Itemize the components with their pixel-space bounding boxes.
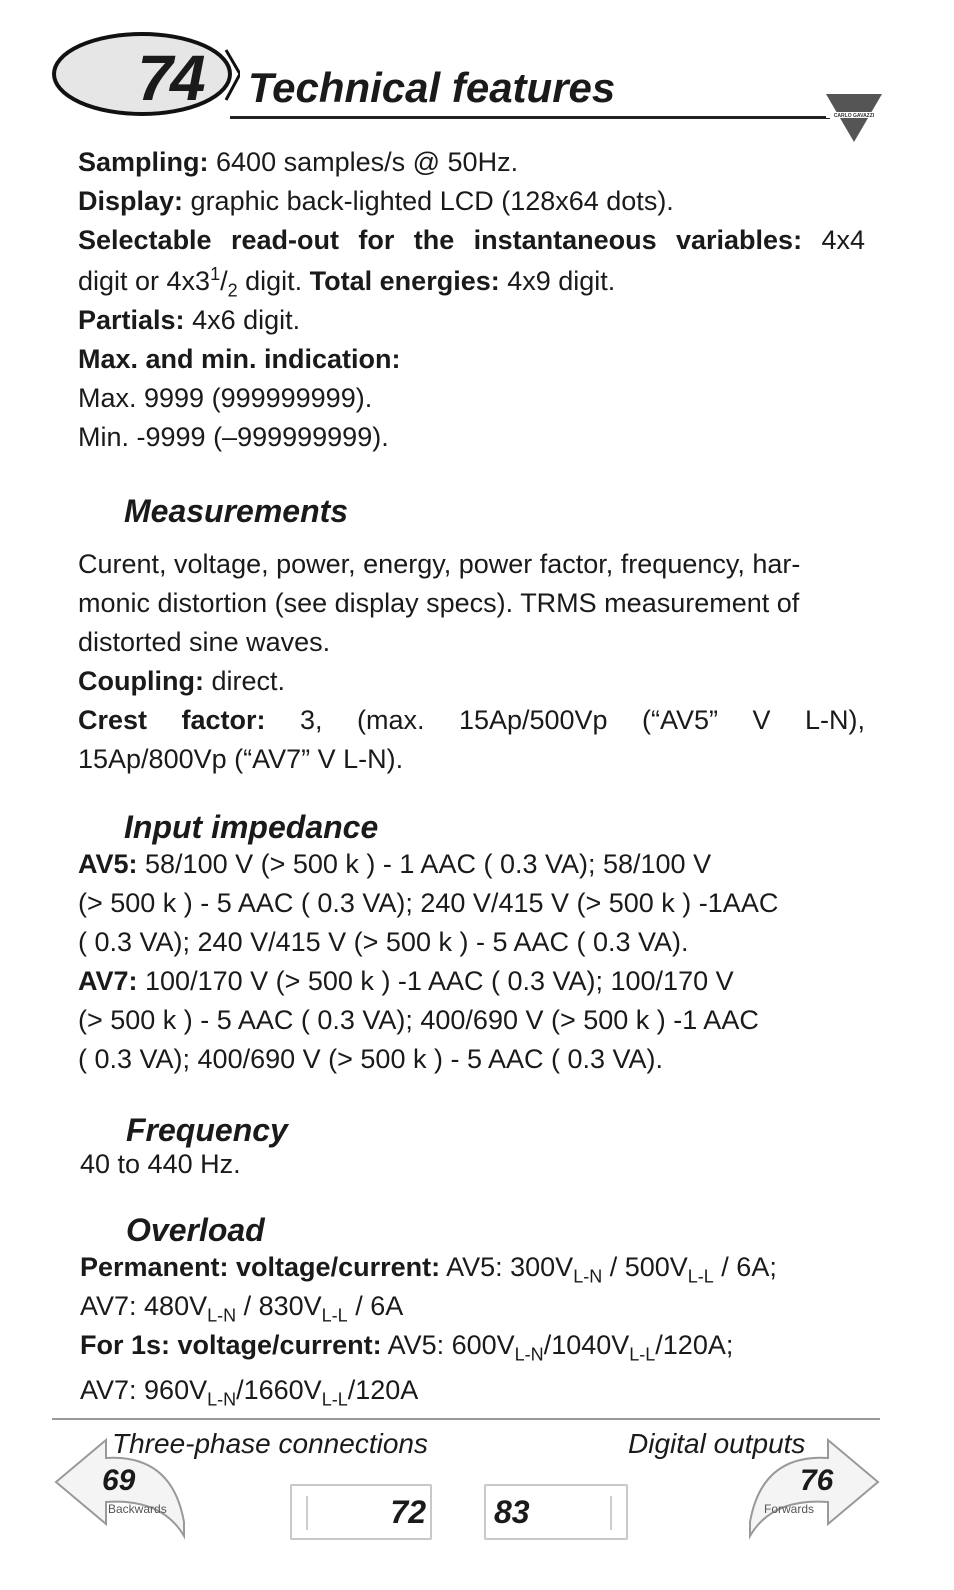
section-end-page: 83 [494, 1494, 530, 1530]
readout-label: Selectable read-out for the instantaneous variables: [78, 225, 803, 255]
frequency-value: 40 to 440 Hz. [80, 1149, 241, 1179]
partials-row [78, 301, 865, 340]
display-row [78, 182, 865, 221]
s1-av5-sub-ln: L-N [514, 1344, 544, 1365]
readout-cont: digit or 4x3 [78, 266, 211, 296]
section-end-button[interactable] [484, 1484, 628, 1540]
measurements-line1: Curent, voltage, power, energy, power factor, frequency, har- [78, 549, 801, 579]
perm-av5-sub-ln: L-N [573, 1266, 603, 1287]
crest-label: Crest factor: [78, 705, 266, 735]
min-value: Min. -9999 (–999999999). [78, 422, 389, 452]
readout-value: 4x4 [802, 225, 865, 255]
s1-av7-mid: /1660V [236, 1375, 322, 1405]
measurements-line3: distorted sine waves. [78, 627, 331, 657]
s1-av7-end: /120A [347, 1375, 419, 1405]
technical-features-content [78, 143, 865, 1410]
measurements-line2: monic distortion (see display specs). TRMS measurement of [78, 588, 800, 618]
perm-av5-sub-ll: L-L [687, 1266, 714, 1287]
total-energies-label: Total energies: [309, 266, 500, 296]
av5-label: AV5: [78, 849, 138, 879]
crest-row [78, 701, 865, 740]
perm-av7-sub-ln: L-N [207, 1305, 237, 1326]
sampling-value: 6400 samples/s @ 50Hz. [208, 147, 519, 177]
maxmin-label: Max. and min. indication: [78, 344, 401, 374]
logo-text: CARLO GAVAZZI [833, 113, 875, 119]
readout-row [78, 221, 865, 260]
coupling-value: direct. [203, 666, 285, 696]
for1s-row [80, 1326, 865, 1365]
av5-row [78, 845, 865, 884]
readout-sub: 2 [227, 280, 238, 301]
back-label: Backwards [108, 1502, 167, 1516]
display-value: graphic back-lighted LCD (128x64 dots). [183, 186, 674, 216]
s1-av7-sub-ll: L-L [321, 1389, 348, 1410]
backwards-button[interactable] [52, 1432, 192, 1542]
section-start-button[interactable] [290, 1484, 432, 1540]
permanent-row [80, 1248, 865, 1287]
range-tick-right [610, 1496, 612, 1530]
page-title: Technical features [248, 64, 616, 111]
readout-cont-row [78, 262, 865, 301]
maxmin-row [78, 340, 865, 379]
page-number: 74 [137, 42, 203, 114]
fwd-label: Forwards [764, 1502, 815, 1516]
av5-line3: ( 0.3 VA); 240 V/415 V (> 500 k ) - 5 AAC ( 0.3 VA). [78, 927, 689, 957]
for1s-av7-row [80, 1371, 865, 1410]
av7-line3: ( 0.3 VA); 400/690 V (> 500 k ) - 5 AAC ( 0.3 VA). [78, 1044, 664, 1074]
perm-av7-end: / 6A [347, 1291, 404, 1321]
perm-av7-mid: / 830V [236, 1291, 322, 1321]
measurements-heading: Measurements [124, 493, 349, 529]
section-start-page: 72 [390, 1494, 426, 1530]
for1s-label: For 1s: voltage/current: [80, 1330, 382, 1360]
perm-av7-sub-ll: L-L [321, 1305, 348, 1326]
readout-sup: 1 [210, 264, 221, 284]
header-divider [230, 116, 830, 119]
back-page-number: 69 [102, 1464, 136, 1497]
crest-value: 3, (max. 15Ap/500Vp (“AV5” V L-N), [299, 705, 865, 735]
max-value: Max. 9999 (999999999). [78, 383, 373, 413]
total-energies-value: 4x9 digit. [499, 266, 616, 296]
permanent-label: Permanent: voltage/current: [80, 1252, 441, 1282]
perm-av5-mid: / 500V [602, 1252, 688, 1282]
next-section-link[interactable]: Digital outputs [628, 1428, 806, 1459]
perm-av5: AV5: 300V [440, 1252, 574, 1282]
fwd-page-number: 76 [800, 1464, 834, 1497]
s1-av7: AV7: 960V [80, 1375, 208, 1405]
overload-heading: Overload [126, 1212, 265, 1248]
partials-value: 4x6 digit. [184, 305, 301, 335]
footer-divider [52, 1418, 880, 1420]
coupling-row [78, 662, 865, 701]
av5-line2: (> 500 k ) - 5 AAC ( 0.3 VA); 240 V/415 V (> 500 k ) -1AAC [78, 888, 779, 918]
readout-slash: / [220, 266, 228, 296]
s1-av5-mid: /1040V [543, 1330, 630, 1360]
prev-section-link[interactable]: Three-phase connections [112, 1428, 428, 1459]
coupling-label: Coupling: [78, 666, 204, 696]
s1-av5-end: /120A; [655, 1330, 734, 1360]
av7-line1: 100/170 V (> 500 k ) -1 AAC ( 0.3 VA); 100/170 V [137, 966, 734, 996]
frequency-heading: Frequency [126, 1112, 288, 1148]
display-label: Display: [78, 186, 184, 216]
s1-av5: AV5: 600V [381, 1330, 515, 1360]
crest-line2: 15Ap/800Vp (“AV7” V L-N). [78, 744, 404, 774]
av7-line2: (> 500 k ) - 5 AAC ( 0.3 VA); 400/690 V (> 500 k ) -1 AAC [78, 1005, 759, 1035]
forwards-button[interactable] [742, 1432, 882, 1542]
sampling-row [78, 143, 865, 182]
range-tick-left [306, 1496, 308, 1530]
perm-av5-end: / 6A; [713, 1252, 777, 1282]
partials-label: Partials: [78, 305, 185, 335]
av7-row [78, 962, 865, 1001]
perm-av7: AV7: 480V [80, 1291, 208, 1321]
av5-line1: 58/100 V (> 500 k ) - 1 AAC ( 0.3 VA); 58/100 V [137, 849, 712, 879]
input-impedance-heading: Input impedance [124, 809, 379, 845]
s1-av7-sub-ln: L-N [207, 1389, 237, 1410]
readout-end: digit. [237, 266, 310, 296]
av7-label: AV7: [78, 966, 138, 996]
carlo-gavazzi-logo-icon [824, 90, 884, 148]
sampling-label: Sampling: [78, 147, 209, 177]
permanent-av7-row [80, 1287, 865, 1326]
s1-av5-sub-ll: L-L [629, 1344, 656, 1365]
